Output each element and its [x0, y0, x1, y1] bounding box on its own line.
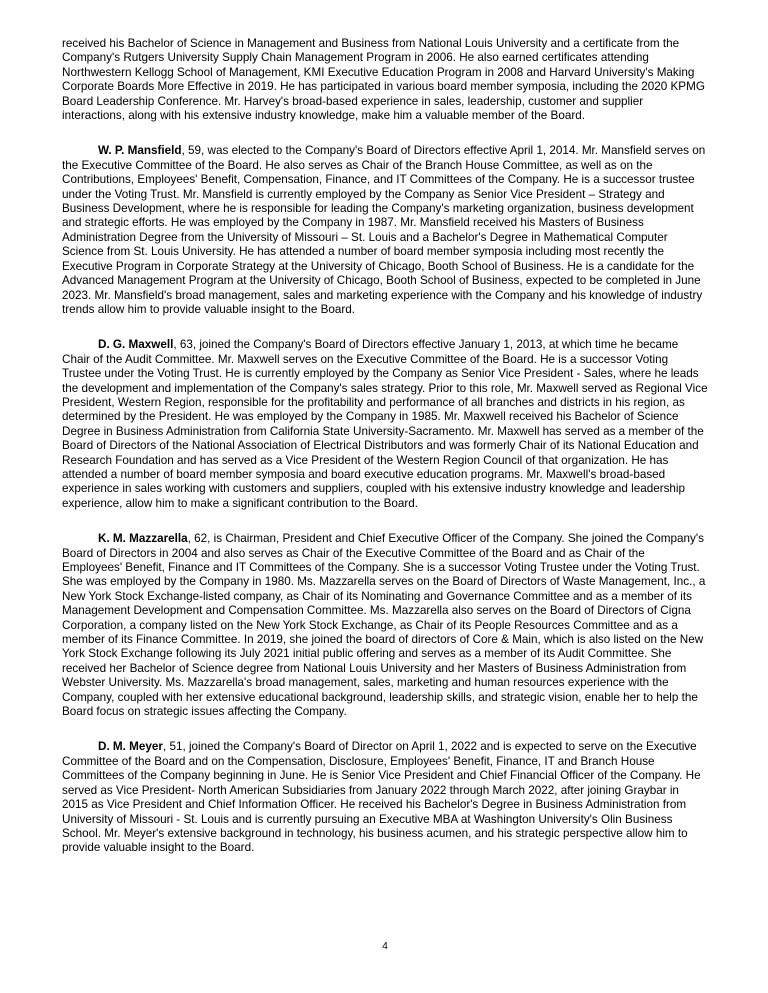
bio-text: , 51, joined the Company's Board of Director on April 1, 2022 and is expected to serve on the Executive Committee of the Board and on the Compensation, Disclosure, Employees' Benefit, Finance, IT and Branch House Committees of the Company beginning in June. He is Senior Vice President and Chief Financial Officer of the Company. He served as Vice President- North American Subsidiaries from January 2022 through March 2022, after joining Graybar in 2015 as Vice President and Chief Information Officer. He received his Bachelor's Degree in Business Administration from University of Missouri - St. Louis and is currently pursuing an Executive MBA at Washington University's Olin Business School. Mr. Meyer's extensive background in technology, his business acumen, and his strategic perspective allow him to provide valuable insight to the Board.	[62, 740, 701, 855]
document-body	[62, 37, 708, 877]
bio-paragraph-meyer	[62, 740, 708, 855]
director-name: D. G. Maxwell	[98, 338, 174, 352]
bio-paragraph-maxwell	[62, 338, 708, 511]
director-name: D. M. Meyer	[98, 740, 163, 754]
bio-text: received his Bachelor of Science in Management and Business from National Louis University and a certificate from the Company's Rutgers University Supply Chain Management Program in 2006. He also earned certificates attending Northwestern Kellogg School of Management, KMI Executive Education Program in 2008 and Harvard University's Making Corporate Boards More Effective in 2019. He has participated in various board member symposia, including the 2020 KPMG Board Leadership Conference. Mr. Harvey's broad-based experience in sales, leadership, customer and supplier interactions, along with his extensive industry knowledge, make him a valuable member of the Board.	[62, 37, 705, 123]
bio-paragraph-mansfield	[62, 144, 708, 317]
bio-text: , 59, was elected to the Company's Board of Directors effective April 1, 2014. Mr. Mansfield serves on the Executive Committee of the Board. He also serves as Chair of the Branch House Committee, as well as on the Contributions, Employees' Benefit, Compensation, Finance, and IT Committees of the Company. He is a successor trustee under the Voting Trust. Mr. Mansfield is currently employed by the Company as Senior Vice President – Strategy and Business Development, where he is responsible for leading the Company's marketing organization, business development and strategic efforts. He was employed by the Company in 1987. Mr. Mansfield received his Masters of Business Administration Degree from the University of Missouri – St. Louis and a Bachelor's Degree in Mathematical Computer Science from St. Louis University. He has attended a number of board member symposia including most recently the Executive Program in Corporate Strategy at the University of Chicago, Booth School of Business. He is a candidate for the Advanced Management Program at the University of Chicago, Booth School of Business, expected to be completed in June 2023. Mr. Mansfield's broad management, sales and marketing experience with the Company and his knowledge of industry trends allow him to provide valuable insight to the Board.	[62, 144, 706, 316]
director-name: K. M. Mazzarella	[98, 532, 188, 546]
bio-paragraph-continuation	[62, 37, 708, 123]
director-name: W. P. Mansfield	[98, 144, 182, 158]
bio-text: , 62, is Chairman, President and Chief Executive Officer of the Company. She joined the Company's Board of Directors in 2004 and also serves as Chair of the Executive Committee of the Board and as Chair of the Employees' Benefit, Finance and IT Committees of the Company. She is a successor Voting Trustee under the Voting Trust. She was employed by the Company in 1980. Ms. Mazzarella serves on the Board of Directors of Waste Management, Inc., a New York Stock Exchange-listed company, as Chair of its Nominating and Governance Committee and as a member of its Management Development and Compensation Committee. Ms. Mazzarella also serves on the Board of Directors of Cigna Corporation, a company listed on the New York Stock Exchange, as Chair of its People Resources Committee and as a member of its Finance Committee. In 2019, she joined the board of directors of Core & Main, which is also listed on the New York Stock Exchange following its July 2021 initial public offering and serves as a member of its Audit Committee. She received her Bachelor of Science degree from National Louis University and her Masters of Business Administration from Webster University. Ms. Mazzarella's broad management, sales, marketing and human resources experience with the Company, coupled with her extensive educational background, leadership skills, and strategic vision, enable her to help the Board focus on strategic issues affecting the Company.	[62, 532, 706, 719]
page-number: 4	[382, 941, 388, 952]
bio-text: , 63, joined the Company's Board of Directors effective January 1, 2013, at which time he became Chair of the Audit Committee. Mr. Maxwell serves on the Executive Committee of the Board. He is a successor Voting Trustee under the Voting Trust. He is currently employed by the Company as Senior Vice President - Sales, where he leads the development and implementation of the Company's sales strategy. Prior to this role, Mr. Maxwell served as Regional Vice President, Western Region, responsible for the profitability and performance of all branches and districts in his region, as determined by the President. He was employed by the Company in 1985. Mr. Maxwell received his Bachelor of Science Degree in Business Administration from California State University-Sacramento. Mr. Maxwell has served as a member of the Board of Directors of the National Association of Electrical Distributors and was formerly Chair of its National Education and Research Foundation and has served as a Vice President of the Western Region Council of that organization. He has attended a number of board member symposia and board executive education programs. Mr. Maxwell's broad-based experience in sales working with customers and suppliers, coupled with his extensive industry knowledge and leadership experience, allow him to make a significant contribution to the Board.	[62, 338, 708, 510]
bio-paragraph-mazzarella	[62, 532, 708, 719]
